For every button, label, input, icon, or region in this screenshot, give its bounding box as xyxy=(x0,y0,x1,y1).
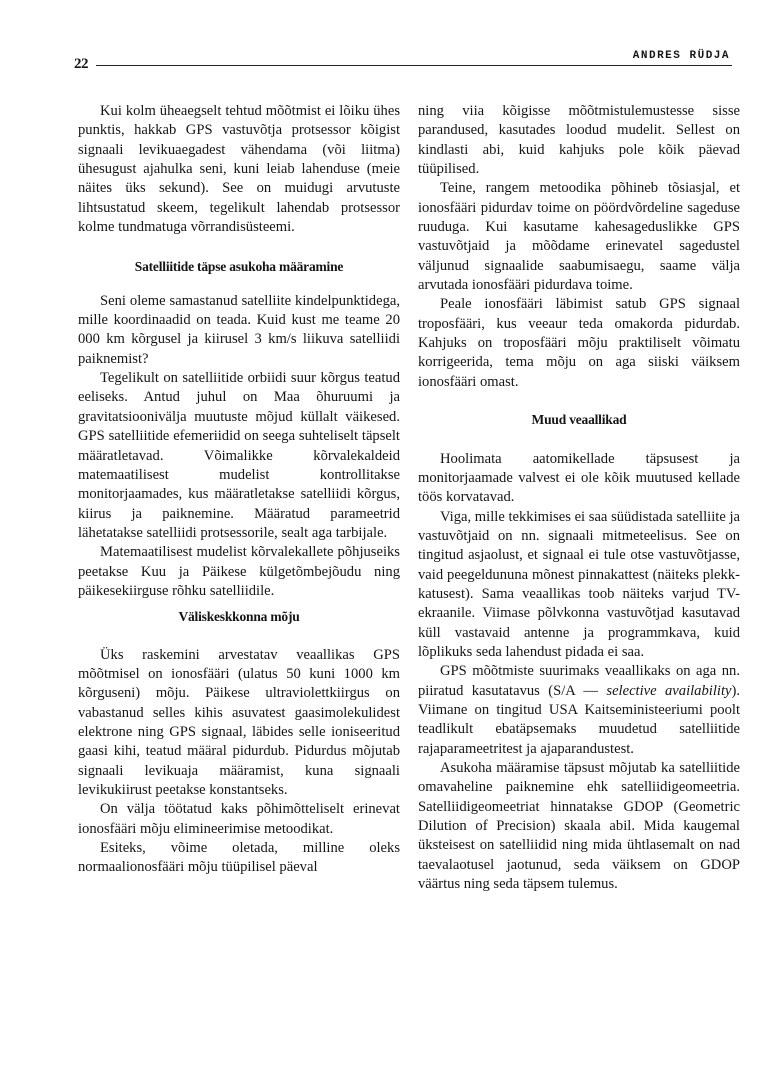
paragraph: Teine, rangem metoodika põhineb tõsiasjal, et ionosfääri pidurdav toime on pöördvõrdeline sageduse ruuduga. Kui kasutame kahesageduslikke GPS vastuvõtjaid ja mõõdame erinevatel sagedustel väljunud signaalide saabumisaegu, saame välja arvutada ionosfääri pidurdava toime. xyxy=(418,180,740,294)
left-column xyxy=(78,102,400,878)
running-head-author: ANDRES RÜDJA xyxy=(632,50,730,62)
paragraph-continued: ning viia kõigisse mõõtmistulemustesse sisse parandused, kasutades loodud mudelit. Sellest on kindlasti abi, kuid kahjuks pole kõik päevad tüüpilised. xyxy=(418,103,740,178)
section-heading: Muud veaallikad xyxy=(531,412,627,428)
paragraph: Seni oleme samastanud satelliite kindelpunktidega, mille koordinaadid on teada. Kuid kust me teame 20 000 km kõrgusel ja kiirusel 3 km/s liikuva satelliidi paiknemist? xyxy=(78,292,400,367)
section-heading: Väliskeskkonna mõju xyxy=(178,609,300,625)
paragraph: On välja töötatud kaks põhimõtteliselt erinevat ionosfääri mõju elimineerimise metoodikat. xyxy=(78,801,400,837)
paragraph: Peale ionosfääri läbimist satub GPS signaal troposfääri, kus veeaur teda omakorda pidurdab. Kahjuks on troposfääri mõju praktiliselt võimatu korrigeerida, tema mõju on aga siiski väiksem ionosfääri omast. xyxy=(418,296,740,390)
italic-term: selective availability xyxy=(606,682,732,699)
paragraph: Kui kolm üheaegselt tehtud mõõtmist ei lõiku ühes punktis, hakkab GPS vastuvõtja protsessor kõigist signaali levikuaegadest vähendama (või liitma) ühesugust ajahulka seni, kuni leiab lahenduse (meie näites üks sekund). See on muidugi arvutuste lihtsustatud skeem, tegelikult lahendab protsessor kolme tundmatuga võrrandisüsteemi. xyxy=(78,103,400,236)
paragraph: Asukoha määramise täpsust mõjutab ka satelliitide omavaheline paiknemine ehk satelliidigeomeetria. Satelliidigeomeetriat hinnatakse GDOP (Geometric Dilution of Precision) skaala abil. Mida kaugemal üksteisest on satelliidid ning mida ühtlasemalt on nad taevalaotusel jaotunud, seda väiksem on GDOP väärtus ning seda täpsem tulemus. xyxy=(418,760,740,893)
paragraph: Üks raskemini arvestatav veaallikas GPS mõõtmisel on ionosfääri (ulatus 50 kuni 1000 km kõrguseni) mõju. Päikese ultraviolettkiirgus on vabastanud selles kihis asuvatest gaasimolekulidest elektrone ning GPS signaal, läbides selle ioniseeritud gaasi kihi, teatud määral pidurdub. Pidurdus mõjutab signaali levikuaja määramist, kuna signaali levikukiirust peetakse konstantseks. xyxy=(78,646,400,798)
paragraph: Matemaatilisest mudelist kõrvalekallete põhjuseiks peetakse Kuu ja Päikese külgetõmbejõudu ning päikesekiirguse rõhku satelliidile. xyxy=(78,544,400,599)
paragraph xyxy=(418,662,740,759)
section-heading: Satelliitide täpse asukoha määramine xyxy=(134,259,344,275)
paragraph: Esiteks, võime oletada, milline oleks normaalionosfääri mõju tüüpilisel päeval xyxy=(78,840,400,876)
right-column xyxy=(418,102,740,894)
paragraph: Tegelikult on satelliitide orbiidi suur kõrgus teatud eeliseks. Antud juhul on Maa õhuruumi ja gravitatsioonivälja muutuste mõjud küllalt väikesed. GPS satelliitide efemeriidid on seega suhteliselt täpselt määratletavad. Võimalikke kõrvalekaldeid matemaatilisest mudelist kontrollitakse monitorjaamades, kus määratletakse satelliidi kõrgus, kiirus ja paiknemine. Määratud parameetrid lähetatakse satelliidi protsessorile, sealt aga tarbijale. xyxy=(78,370,400,541)
header-rule xyxy=(96,65,732,66)
page-header xyxy=(74,50,732,72)
paragraph: Hoolimata aatomikellade täpsusest ja monitorjaamade valvest ei ole kõik muutused kellade töös korvatavad. xyxy=(418,450,740,506)
paragraph-text: GPS mõõtmiste suurimaks veaallikaks on aga nn. piiratud kasutatavus (S/A — xyxy=(418,663,740,699)
page-number: 22 xyxy=(74,56,88,72)
paragraph: Viga, mille tekkimises ei saa süüdistada satelliite ja vastuvõtjaid on nn. signaali mitmeteelisus. See on tingitud asjaolust, et signaal ei tule otse vastuvõtjasse, vaid peegeldununa mõnest pinnakattest (näiteks plekk-katusest). Sama veaallikas toob näiteks varjud TV-ekraanile. Viimase põlvkonna vastuvõtjad kasutavad küll vastavaid antenne ja programmkava, kuid lõplikuks seda lahendust pidada ei saa. xyxy=(418,508,740,660)
paragraph-text: ). Viimane on tingitud USA Kaitseministeeriumi poolt teadlikult ebatäpsemaks muudetud satelliitide rajaparameetritest ja ajaparandustest. xyxy=(418,682,740,757)
